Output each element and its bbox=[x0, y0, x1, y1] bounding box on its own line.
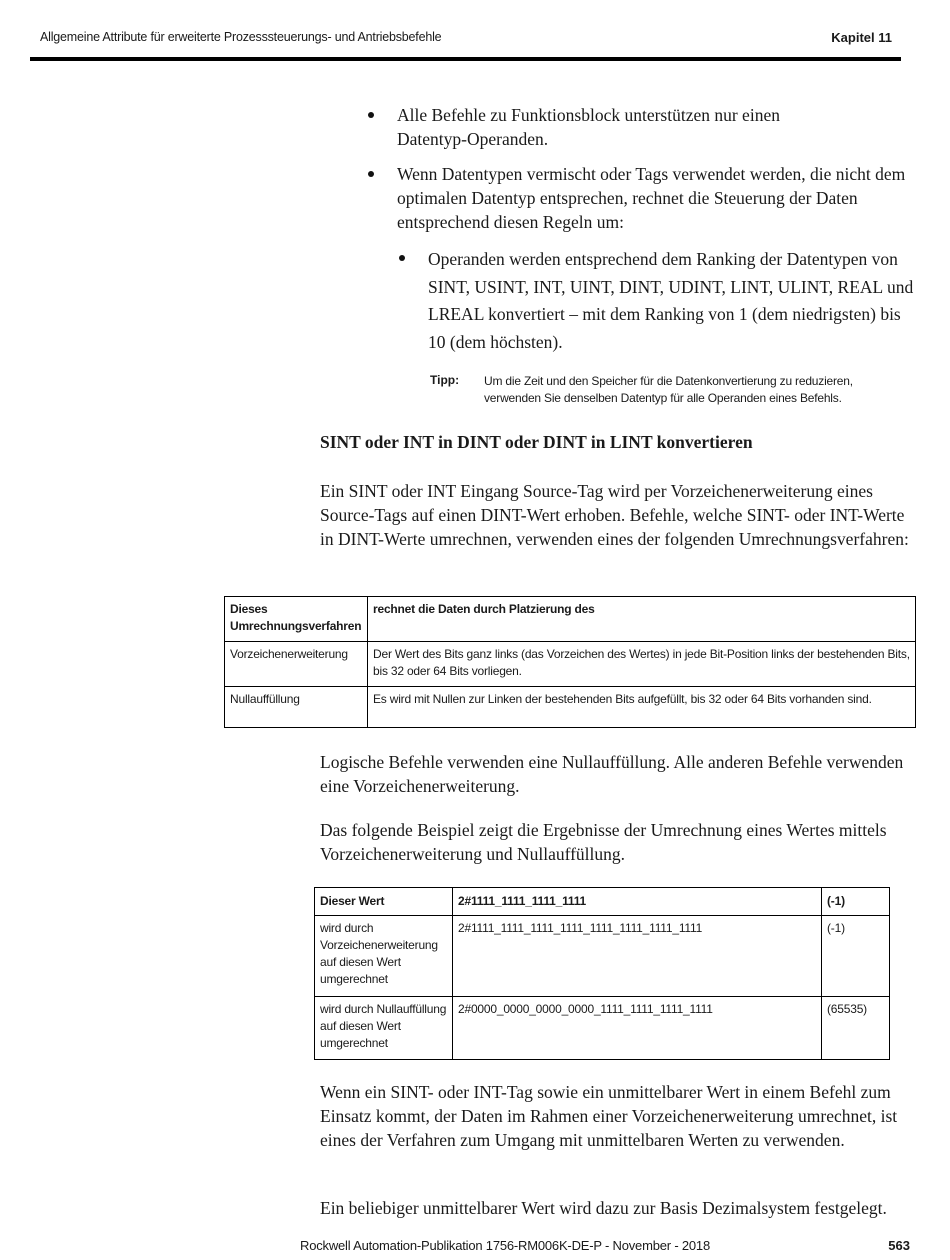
bullet-item: Alle Befehle zu Funktionsblock unterstützen nur einen Datentyp-Operanden. bbox=[397, 105, 780, 149]
tip-label: Tipp: bbox=[430, 373, 460, 387]
page-number: 563 bbox=[888, 1238, 910, 1253]
example-paragraph: Das folgende Beispiel zeigt die Ergebnisse der Umrechnung eines Wertes mittels Vorzeichenerweiterung und Nullauffüllung. bbox=[320, 820, 887, 864]
logic-paragraph: Logische Befehle verwenden eine Nullauffüllung. Alle anderen Befehle verwenden eine Vorzeichenerweiterung. bbox=[320, 752, 904, 796]
bullet-item: Wenn Datentypen vermischt oder Tags verwendet werden, die nicht dem optimalen Datentyp entsprechen, rechnet die Steuerung der Daten entsprechend diesen Regeln um: bbox=[397, 164, 906, 232]
table-header-cell: Dieses Umrechnungsverfahren bbox=[225, 597, 368, 642]
table-cell: (65535) bbox=[822, 997, 890, 1060]
bullet-dot bbox=[368, 171, 374, 177]
running-header-title: Allgemeine Attribute für erweiterte Prozesssteuerungs- und Antriebsbefehle bbox=[40, 30, 442, 44]
table-cell: 2#1111_1111_1111_1111_1111_1111_1111_1111 bbox=[453, 916, 822, 997]
decimal-paragraph: Ein beliebiger unmittelbarer Wert wird dazu zur Basis Dezimalsystem festgelegt. bbox=[320, 1198, 887, 1218]
section-heading: SINT oder INT in DINT oder DINT in LINT konvertieren bbox=[320, 432, 753, 452]
table-cell: Vorzeichenerweiterung bbox=[225, 642, 368, 687]
chapter-label: Kapitel 11 bbox=[831, 30, 892, 45]
bullet-dot bbox=[368, 112, 374, 118]
table-header-cell: 2#1111_1111_1111_1111 bbox=[453, 888, 822, 916]
sub-bullet-item: Operanden werden entsprechend dem Ranking der Datentypen von SINT, USINT, INT, UINT, DINT, UDINT, LINT, ULINT, REAL und LREAL konvertiert – mit dem Ranking von 1 (dem niedrigsten) bis 10 (dem höchsten). bbox=[428, 249, 914, 352]
table-cell: wird durch Nullauffüllung auf diesen Wert umgerechnet bbox=[315, 997, 453, 1060]
example-value-table bbox=[314, 887, 890, 1060]
table-cell: Nullauffüllung bbox=[225, 687, 368, 728]
conversion-method-table bbox=[224, 596, 916, 728]
table-cell: wird durch Vorzeichenerweiterung auf diesen Wert umgerechnet bbox=[315, 916, 453, 997]
immediate-value-paragraph: Wenn ein SINT- oder INT-Tag sowie ein unmittelbarer Wert in einem Befehl zum Einsatz kommt, der Daten im Rahmen einer Vorzeichenerweiterung umrechnet, ist eines der Verfahren zum Umgang mit unmittelbaren Werten zu verwenden. bbox=[320, 1082, 898, 1150]
tip-text: Um die Zeit und den Speicher für die Datenkonvertierung zu reduzieren, verwenden Sie denselben Datentyp für alle Operanden eines Befehls. bbox=[484, 374, 853, 405]
table-cell: (-1) bbox=[822, 916, 890, 997]
table-cell: 2#0000_0000_0000_0000_1111_1111_1111_1111 bbox=[453, 997, 822, 1060]
publication-footer: Rockwell Automation-Publikation 1756-RM006K-DE-P - November - 2018 bbox=[300, 1238, 710, 1253]
table-cell: Es wird mit Nullen zur Linken der bestehenden Bits aufgefüllt, bis 32 oder 64 Bits vorhanden sind. bbox=[368, 687, 916, 728]
table-header-cell: rechnet die Daten durch Platzierung des bbox=[368, 597, 916, 642]
sub-bullet-dot bbox=[399, 255, 405, 261]
intro-paragraph: Ein SINT oder INT Eingang Source-Tag wird per Vorzeichenerweiterung eines Source-Tags auf einen DINT-Wert erhoben. Befehle, welche SINT- oder INT-Werte in DINT-Werte umrechnen, verwenden eines der folgenden Umrechnungsverfahren: bbox=[320, 481, 909, 549]
table-header-cell: Dieser Wert bbox=[315, 888, 453, 916]
table-header-cell: (-1) bbox=[822, 888, 890, 916]
header-rule bbox=[30, 57, 901, 61]
table-cell: Der Wert des Bits ganz links (das Vorzeichen des Wertes) in jede Bit-Position links der bestehenden Bits, bis 32 oder 64 Bits vorliegen. bbox=[368, 642, 916, 687]
